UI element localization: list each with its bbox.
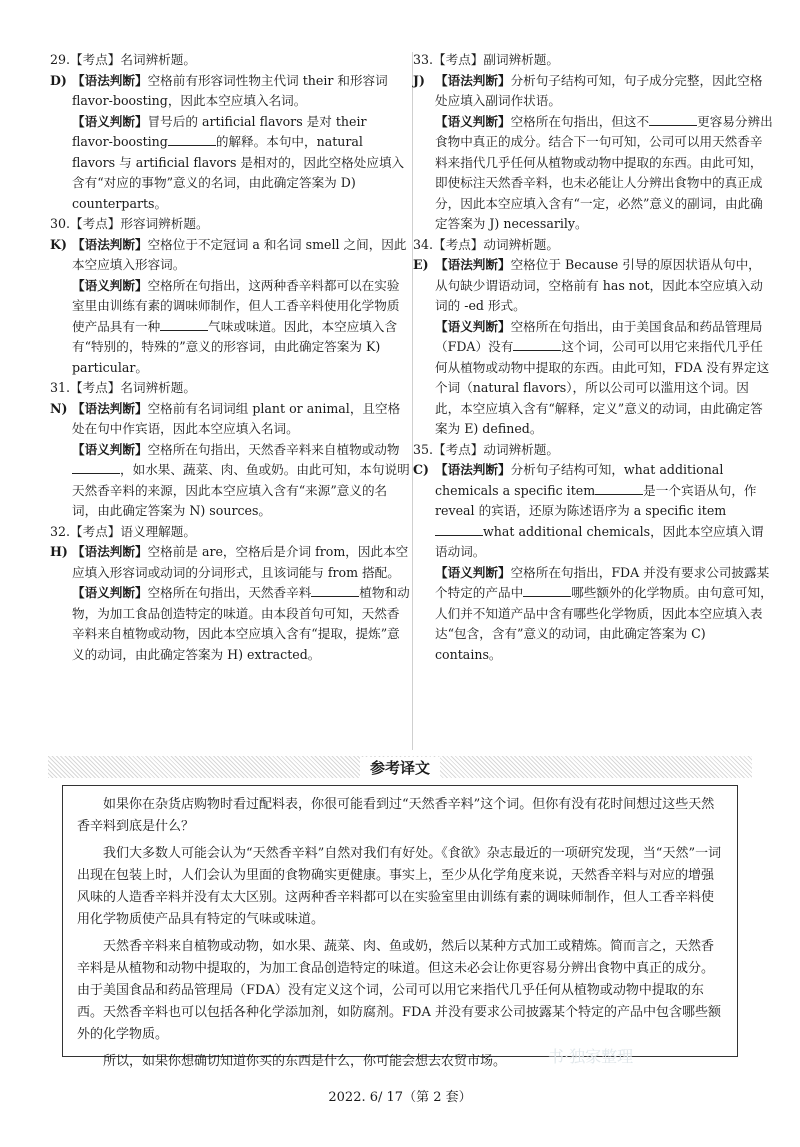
answer-letter: J) <box>413 72 425 88</box>
grammar-text: 空格前有形容词性物主代词 their 和形容词 flavor-boosting，因此本空应填入名词。 <box>72 72 388 108</box>
answer-letter: D) <box>50 72 67 88</box>
grammar-text: 空格位于不定冠词 a 和名词 smell 之间，因此本空应填入形容词。 <box>72 236 407 272</box>
meaning-judgement <box>72 276 410 379</box>
grammar-tag: 【语法判断】 <box>435 257 511 272</box>
grammar-text: 分析句子结构可知，what additional chemicals a specific item <box>435 462 724 498</box>
answer-letter: K) <box>50 236 67 252</box>
answer-blank <box>311 584 359 597</box>
answer-letter: E) <box>413 257 429 272</box>
translation-banner <box>48 756 752 778</box>
grammar-judgement <box>72 542 410 583</box>
left-column <box>50 50 410 665</box>
meaning-judgement <box>72 583 410 665</box>
answer-blank <box>513 338 561 351</box>
grammar-text: 分析句子结构可知，句子成分完整，因此空格处应填入副词作状语。 <box>435 72 763 108</box>
grammar-judgement <box>72 399 410 440</box>
translation-title: 参考译文 <box>360 757 440 778</box>
grammar-tag: 【语法判断】 <box>435 72 511 88</box>
question-title: 30.【考点】形容词辨析题。 <box>50 216 209 231</box>
answer-blank <box>595 482 643 495</box>
grammar-text: 空格前是 are，空格后是介词 from，因此本空应填入形容词或动词的分词形式，且该词能与 from 搭配。 <box>72 544 409 580</box>
question-title: 33.【考点】副词辨析题。 <box>413 52 559 67</box>
meaning-tag: 【语义判断】 <box>72 585 148 600</box>
translation-paragraph: 所以，如果你想确切知道你买的东西是什么，你可能会想去农贸市场。 <box>103 1054 507 1069</box>
translation-paragraph: 我们大多数人可能会认为“天然香辛料”自然对我们有好处。《食欲》杂志最近的一项研究发现，当“天然”一词出现在包装上时，人们会认为里面的食物确实更健康。事实上，至少从化学角度来说，天然香辛料与对应的增强风味的人造香辛料并没有太大区别。这两种香辛料都可以在实验室里由训练有素的调味师制作，但人工香辛料使用化学物质使产品具有特定的气味或味道。 <box>77 846 722 927</box>
grammar-text: what additional chemicals，因此本空应填入谓语动词。 <box>435 523 764 559</box>
grammar-judgement <box>435 255 773 317</box>
right-column <box>413 50 773 665</box>
meaning-text: 更容易分辨出食物中真正的成分。结合下一句可知，公司可以用天然香辛料来指代几乎任何从植物或动物中提取的东西。由此可知，即使标注天然香辛料，也未必能让人分辨出食物中的真正成分，因此本空应填入含有“一定，必然”意义的副词，由此确定答案为 J) necessarily。 <box>435 113 773 231</box>
translation-paragraph: 天然香辛料来自植物或动物，如水果、蔬菜、肉、鱼或奶，然后以某种方式加工或精炼。简而言之，天然香辛料是从植物和动物中提取的，为加工食品创造特定的味道。但这未必会让你更容易分辨出食物中真正的成分。由于美国食品和药品管理局（FDA）没有定义这个词，公司可以用它来指代几乎任何从植物或动物中提取的东西。天然香辛料也可以包括各种化学添加剂，如防腐剂。FDA 并没有要求公司披露某个特定的产品中包含哪些额外的化学物质。 <box>77 939 721 1042</box>
meaning-text: 空格所在句指出，天然香辛料 <box>147 585 312 600</box>
question-title: 32.【考点】语义理解题。 <box>50 523 196 539</box>
answer-letter: N) <box>50 400 68 416</box>
meaning-text: 空格所在句指出，但这不 <box>510 113 650 129</box>
meaning-tag: 【语义判断】 <box>435 113 511 129</box>
meaning-text: 冒号后的 artificial flavors 是对 their flavor-boosting <box>72 113 367 149</box>
question-item <box>50 214 410 378</box>
page-footer: 2022. 6/ 17（第 2 套） <box>328 1090 472 1105</box>
question-item <box>50 522 410 666</box>
question-item <box>50 50 410 214</box>
meaning-tag: 【语义判断】 <box>72 441 148 457</box>
meaning-text: 空格所在句指出，由于美国食品和药品管理局（FDA）没有 <box>435 318 763 354</box>
meaning-judgement <box>72 112 410 215</box>
grammar-text: 是一个宾语从句，作 reveal 的宾语，还原为陈述语序为 a specific item <box>435 482 757 518</box>
grammar-tag: 【语法判断】 <box>72 72 148 88</box>
answer-letter: C) <box>413 462 429 477</box>
question-title: 29.【考点】名词辨析题。 <box>50 52 196 67</box>
answer-letter: H) <box>50 544 68 559</box>
answer-blank <box>160 318 208 331</box>
meaning-judgement <box>435 317 773 440</box>
grammar-tag: 【语法判断】 <box>72 544 148 559</box>
meaning-text: 空格所在句指出，这两种香辛料都可以在实验室里由训练有素的调味师制作，但人工香辛料使用化学物质使产品具有一种 <box>72 277 400 334</box>
grammar-judgement <box>435 460 773 563</box>
translation-paragraph: 如果你在杂货店购物时看过配料表，你很可能看到过“天然香辛料”这个词。但你有没有花时间想过这些天然香辛料到底是什么？ <box>77 797 715 834</box>
question-title: 34.【考点】动词辨析题。 <box>413 236 559 252</box>
grammar-text: 空格位于 Because 引导的原因状语从句中，从句缺少谓语动词，空格前有 has not，因此本空应填入动词的 -ed 形式。 <box>435 257 763 313</box>
meaning-tag: 【语义判断】 <box>72 277 148 293</box>
question-item <box>50 378 410 522</box>
grammar-judgement <box>72 235 410 276</box>
grammar-judgement <box>72 71 410 112</box>
question-title: 35.【考点】动词辨析题。 <box>413 441 559 457</box>
meaning-judgement <box>435 112 773 235</box>
question-title: 31.【考点】名词辨析题。 <box>50 380 196 395</box>
answer-blank <box>649 113 697 126</box>
meaning-tag: 【语义判断】 <box>435 318 511 334</box>
answer-blank <box>523 584 571 597</box>
grammar-tag: 【语法判断】 <box>72 236 148 252</box>
meaning-tag: 【语义判断】 <box>435 564 511 580</box>
translation-box <box>62 785 738 1069</box>
answer-blank <box>168 133 216 146</box>
meaning-judgement <box>435 563 773 666</box>
meaning-tag: 【语义判断】 <box>72 113 148 129</box>
meaning-text: 哪些额外的化学物质。由句意可知，人们并不知道产品中含有哪些化学物质，因此本空应填入表达“包含，含有”意义的动词，由此确定答案为 C) contains。 <box>435 585 773 662</box>
meaning-judgement <box>72 440 410 522</box>
grammar-tag: 【语法判断】 <box>435 462 511 477</box>
meaning-text: ，如水果、蔬菜、肉、鱼或奶。由此可知，本句说明天然香辛料的来源，因此本空应填入含有“来源”意义的名词，由此确定答案为 N) sources。 <box>72 462 410 518</box>
watermark-text: 书·独家整理 <box>548 1047 634 1066</box>
meaning-text: 这个词，公司可以用它来指代几乎任何从植物或动物中提取的东西。由此可知，FDA 没有界定这个词（natural flavors），所以公司可以滥用这个词。因此，本空应填入含有“解释，定义”意义的动词，由此确定答案为 E) defined。 <box>435 339 770 436</box>
question-item <box>413 50 773 235</box>
answer-blank <box>435 523 483 536</box>
answer-blank <box>72 461 120 474</box>
meaning-text: 的解释。本句中，natural flavors 与 artificial flavors 是相对的，因此空格处应填入含有“对应的事物”意义的名词，由此确定答案为 D) counterparts。 <box>72 134 405 211</box>
question-item <box>413 440 773 666</box>
question-item <box>413 235 773 440</box>
meaning-text: 气味或味道。因此，本空应填入含有“特别的，特殊的”意义的形容词，由此确定答案为 K) particular。 <box>72 318 398 375</box>
grammar-judgement <box>435 71 773 112</box>
meaning-text: 空格所在句指出，天然香辛料来自植物或动物 <box>147 441 400 457</box>
grammar-text: 空格前有名词词组 plant or animal，且空格处在句中作宾语，因此本空应填入名词。 <box>72 400 401 436</box>
meaning-text: 空格所在句指出，FDA 并没有要求公司披露某个特定的产品中 <box>435 564 770 600</box>
meaning-text: 植物和动物，为加工食品创造特定的味道。由本段首句可知，天然香辛料来自植物或动物，因此本空应填入含有“提取，提炼”意义的动词，由此确定答案为 H) extracted。 <box>72 585 410 662</box>
grammar-tag: 【语法判断】 <box>72 400 148 416</box>
